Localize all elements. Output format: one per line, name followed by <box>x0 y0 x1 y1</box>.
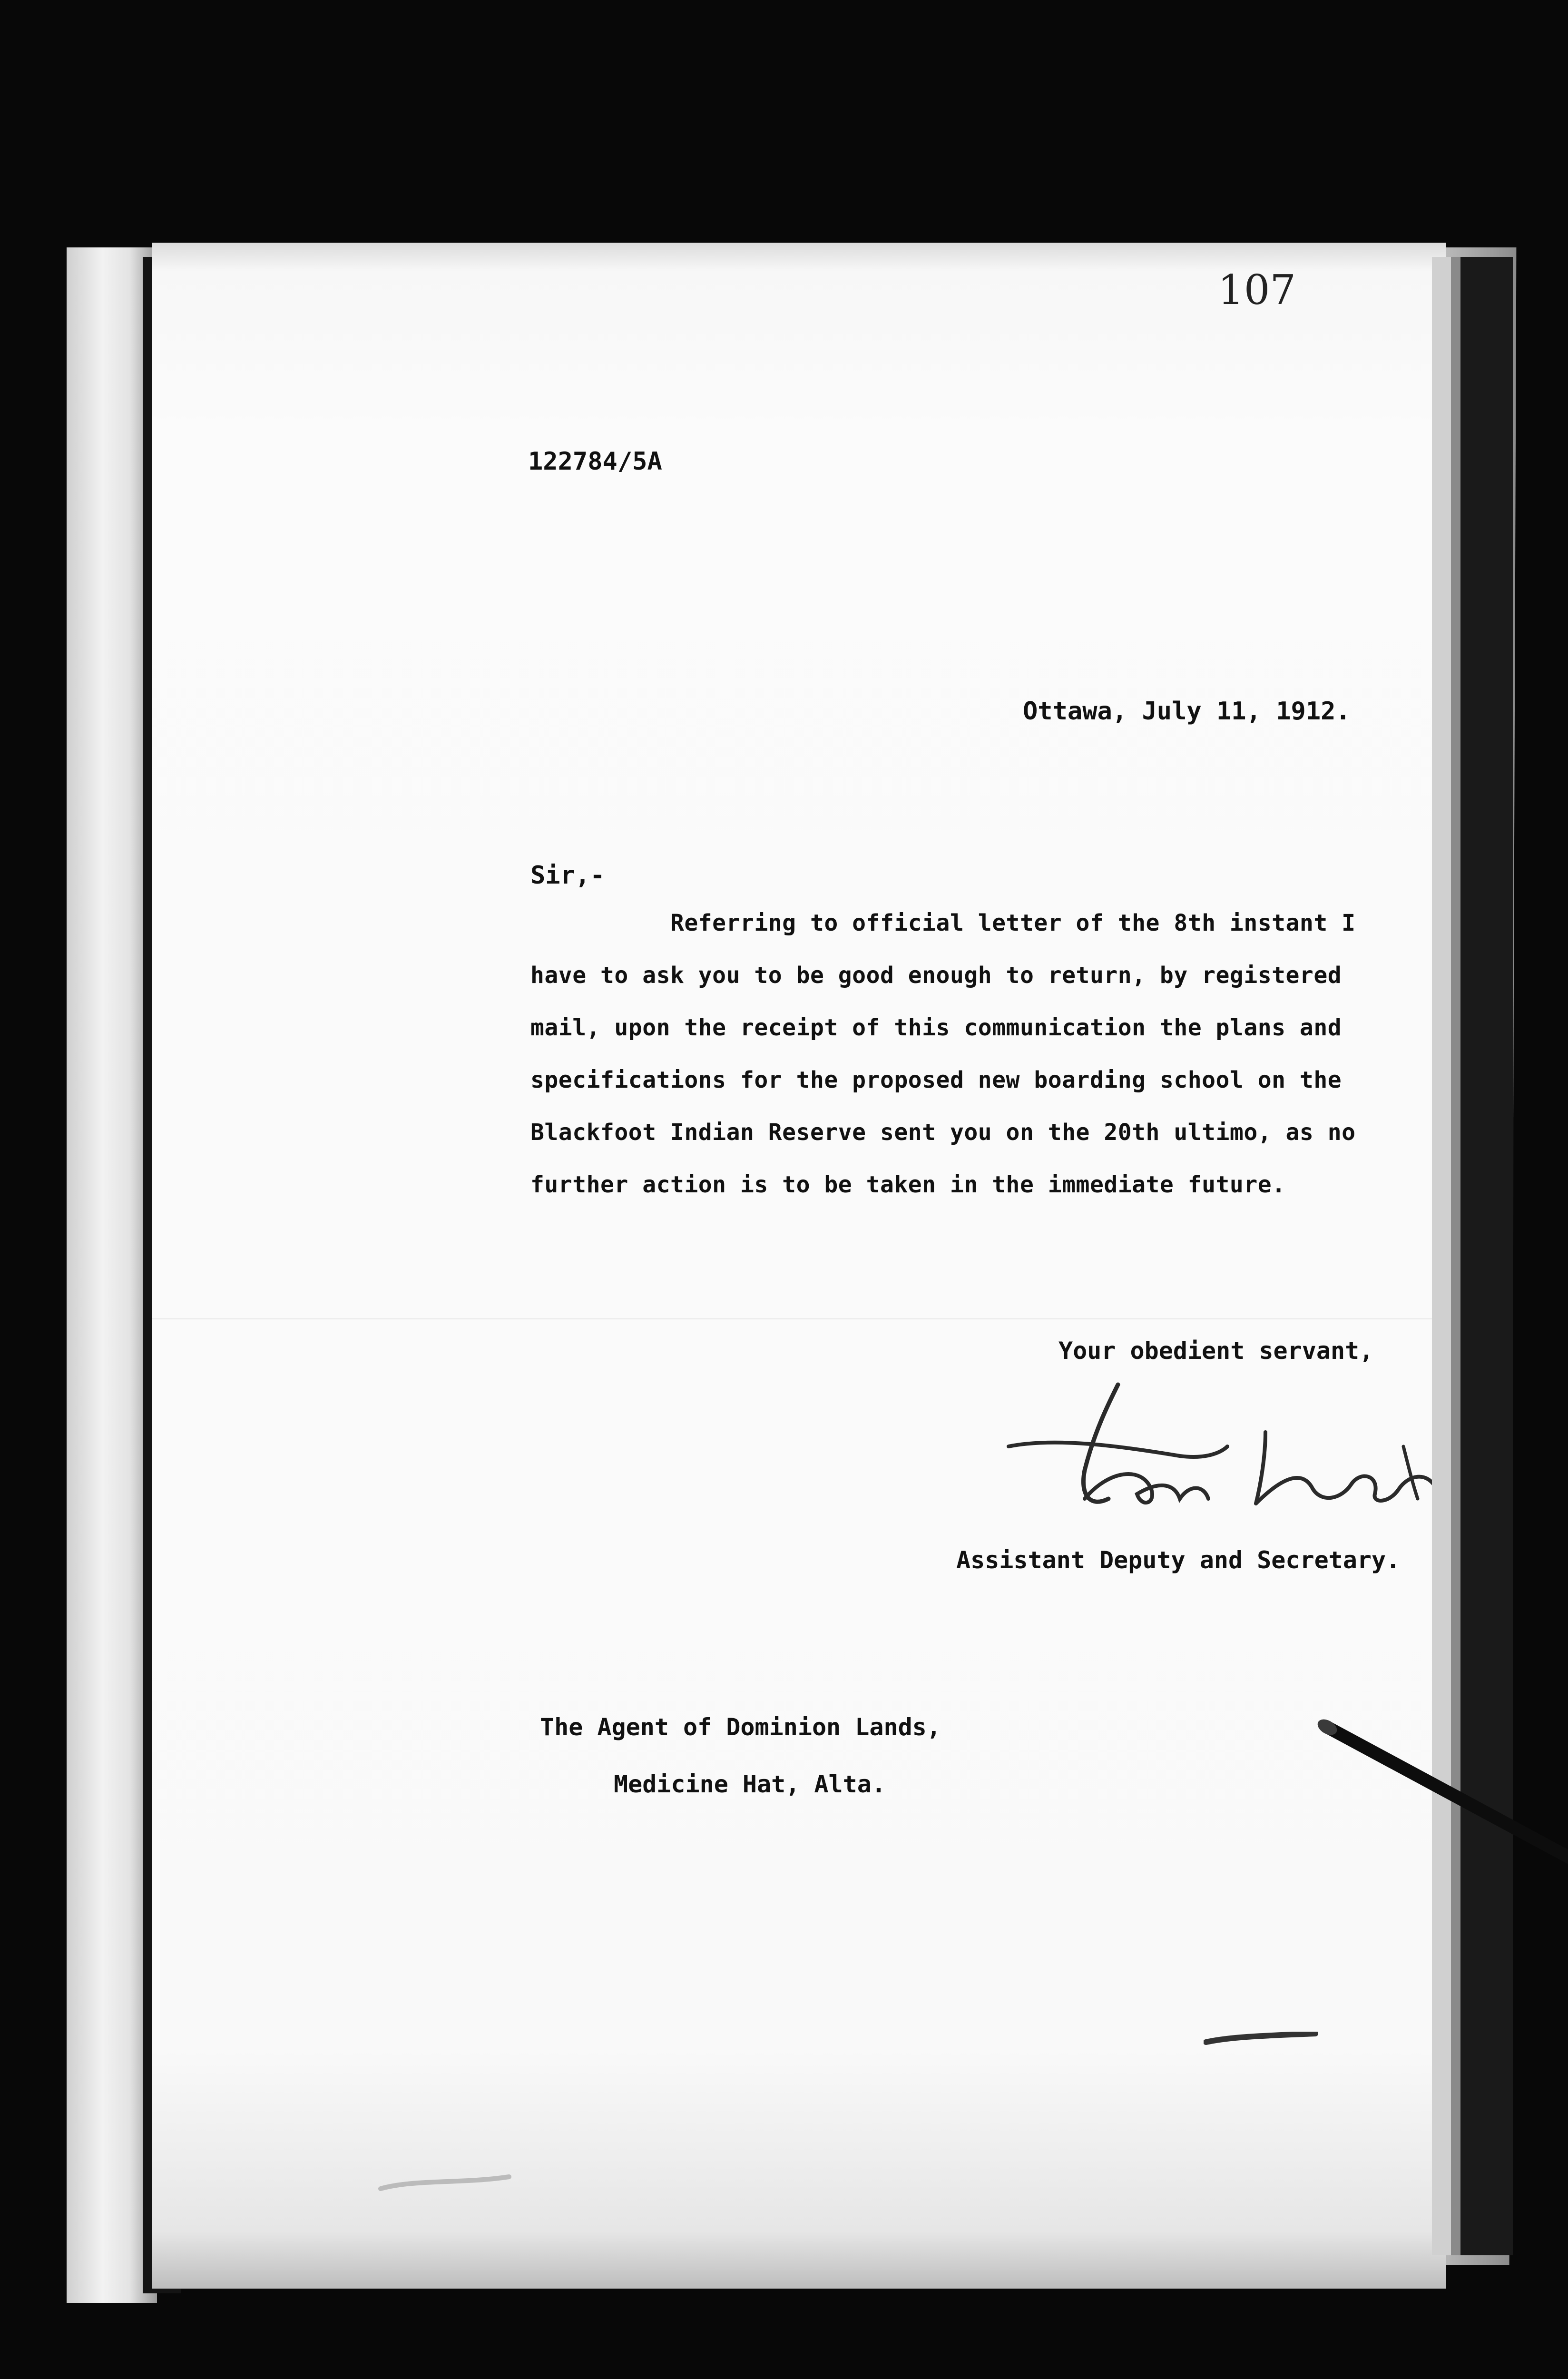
faint-mark <box>376 2170 514 2198</box>
body-line: specifications for the proposed new boarding school on the <box>530 1067 1342 1093</box>
page-number: 107 <box>1218 266 1296 314</box>
salutation: Sir,- <box>530 861 605 890</box>
pointer-stylus <box>1313 1713 1568 1875</box>
body-line: Blackfoot Indian Reserve sent you on the 20th ultimo, as no <box>530 1119 1356 1146</box>
addressee-line: The Agent of Dominion Lands, <box>540 1713 941 1741</box>
body-line: have to ask you to be good enough to return, by registered <box>530 962 1342 989</box>
closing: Your obedient servant, <box>1058 1337 1374 1365</box>
addressee-block <box>540 1699 941 1813</box>
addressee-line: Medicine Hat, Alta. <box>614 1770 886 1798</box>
file-reference: 122784/5A <box>528 447 662 476</box>
page-crease <box>152 1318 1446 1319</box>
signature-title: Assistant Deputy and Secretary. <box>956 1546 1401 1574</box>
date-line: Ottawa, July 11, 1912. <box>1023 697 1351 726</box>
handwritten-signature <box>999 1375 1446 1532</box>
ink-smudge <box>1204 2032 1318 2046</box>
body-line: mail, upon the receipt of this communication the plans and <box>530 1014 1342 1041</box>
letter-body <box>530 897 1420 1211</box>
body-line: further action is to be taken in the immediate future. <box>530 1171 1286 1198</box>
body-line: Referring to official letter of the 8th instant I <box>530 910 1356 936</box>
page-edge-shadow <box>1432 257 1513 2255</box>
letter-page <box>152 243 1446 2289</box>
